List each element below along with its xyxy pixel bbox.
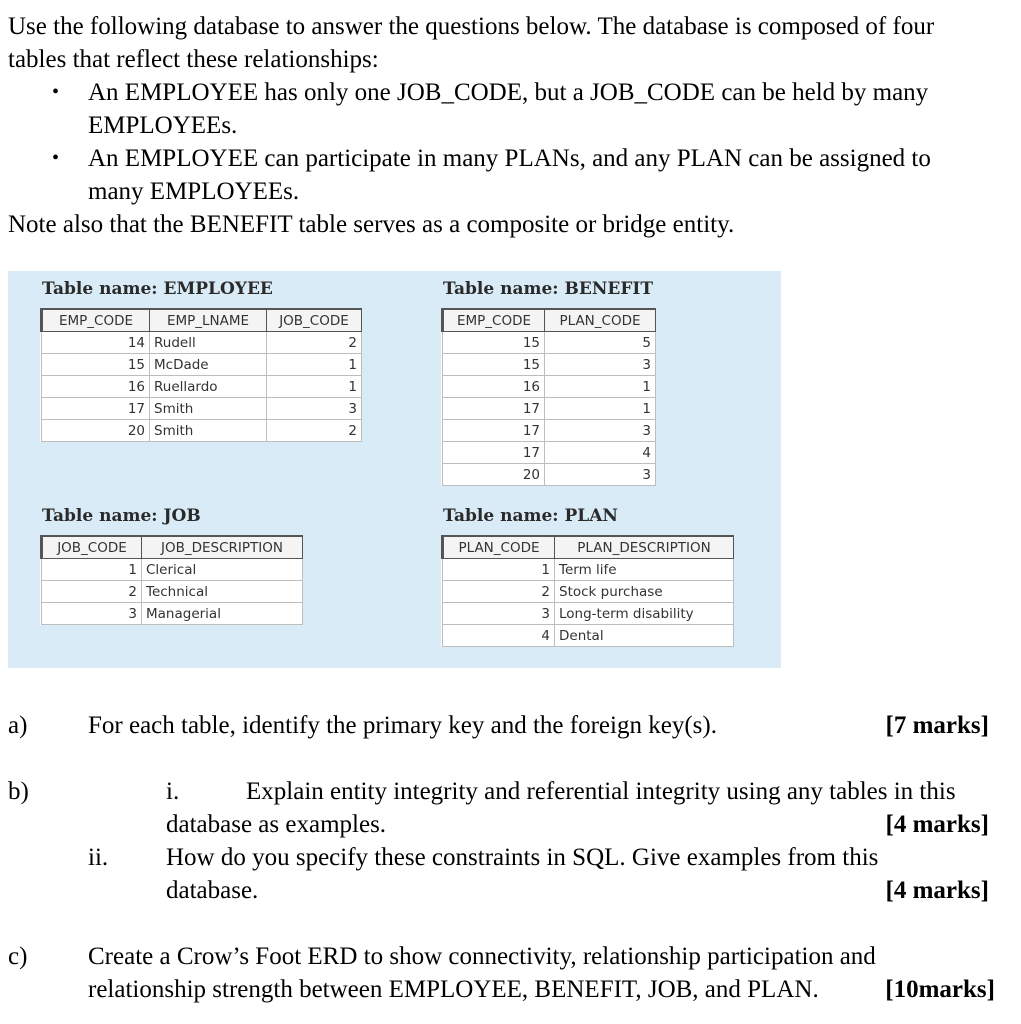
table-header-row xyxy=(42,309,362,332)
table-row xyxy=(42,420,362,442)
table-cell: 1 xyxy=(267,376,362,398)
table-cell: 16 xyxy=(42,376,150,398)
table-cell: 15 xyxy=(42,354,150,376)
table-row xyxy=(443,625,734,647)
column-header: PLAN_CODE xyxy=(545,309,656,332)
column-header: EMP_CODE xyxy=(443,309,545,332)
question-c-label: c) xyxy=(8,943,28,970)
table-cell: 4 xyxy=(545,442,656,464)
table-cell: 2 xyxy=(443,581,555,603)
note-line: Note also that the BENEFIT table serves as a composite or bridge entity. xyxy=(8,211,735,238)
table-row xyxy=(443,376,656,398)
table-cell: Long-term disability xyxy=(555,603,734,625)
table-cell: 17 xyxy=(443,442,545,464)
question-a-marks: [7 marks] xyxy=(885,712,989,739)
table-cell: Rudell xyxy=(150,332,267,354)
table-header-row xyxy=(443,309,656,332)
table-cell: 2 xyxy=(267,332,362,354)
employee-table-title: Table name: EMPLOYEE xyxy=(42,279,273,299)
question-c-line-1: Create a Crow’s Foot ERD to show connectivity, relationship participation and xyxy=(88,943,876,970)
bullet-1-line-2: EMPLOYEEs. xyxy=(88,112,238,139)
table-cell: 17 xyxy=(443,398,545,420)
table-cell: Ruellardo xyxy=(150,376,267,398)
table-cell: 3 xyxy=(267,398,362,420)
table-cell: 1 xyxy=(545,398,656,420)
table-row xyxy=(443,420,656,442)
bullet-2-line-1: An EMPLOYEE can participate in many PLANs, and any PLAN can be assigned to xyxy=(88,145,931,172)
table-row xyxy=(443,464,656,486)
table-cell: 1 xyxy=(545,376,656,398)
table-cell: 2 xyxy=(42,581,142,603)
table-cell: Dental xyxy=(555,625,734,647)
table-cell: 3 xyxy=(545,464,656,486)
table-cell: Term life xyxy=(555,559,734,581)
question-b-ii-line-2: database. xyxy=(166,877,259,904)
question-b-label: b) xyxy=(8,778,29,805)
column-header: EMP_CODE xyxy=(42,309,150,332)
table-row xyxy=(443,581,734,603)
benefit-table-title: Table name: BENEFIT xyxy=(443,279,653,299)
column-header: JOB_DESCRIPTION xyxy=(142,536,303,559)
table-row xyxy=(42,559,303,581)
table-cell: 1 xyxy=(443,559,555,581)
plan-table xyxy=(441,535,734,647)
employee-table xyxy=(40,308,362,442)
table-cell: 17 xyxy=(42,398,150,420)
question-c-line-2: relationship strength between EMPLOYEE, BENEFIT, JOB, and PLAN. xyxy=(88,976,819,1003)
table-row xyxy=(42,581,303,603)
table-cell: 3 xyxy=(545,354,656,376)
table-row xyxy=(42,332,362,354)
table-cell: 1 xyxy=(267,354,362,376)
benefit-table xyxy=(441,308,656,486)
table-cell: McDade xyxy=(150,354,267,376)
table-cell: 17 xyxy=(443,420,545,442)
question-a-text: For each table, identify the primary key and the foreign key(s). xyxy=(88,712,717,739)
intro-line-1: Use the following database to answer the questions below. The database is composed of four xyxy=(8,13,935,40)
table-cell: 20 xyxy=(443,464,545,486)
question-b-ii-marks: [4 marks] xyxy=(885,877,989,904)
table-row xyxy=(42,603,303,625)
table-cell: 20 xyxy=(42,420,150,442)
column-header: JOB_CODE xyxy=(42,536,142,559)
column-header: EMP_LNAME xyxy=(150,309,267,332)
table-cell: Clerical xyxy=(142,559,303,581)
column-header: PLAN_CODE xyxy=(443,536,555,559)
table-cell: 16 xyxy=(443,376,545,398)
table-row xyxy=(42,398,362,420)
table-cell: Technical xyxy=(142,581,303,603)
question-b-ii-line-1: How do you specify these constraints in SQL. Give examples from this xyxy=(166,844,879,871)
table-row xyxy=(42,376,362,398)
table-cell: 4 xyxy=(443,625,555,647)
table-cell: Stock purchase xyxy=(555,581,734,603)
question-b-i-marks: [4 marks] xyxy=(885,811,989,838)
bullet-2-line-2: many EMPLOYEEs. xyxy=(88,178,300,205)
column-header: JOB_CODE xyxy=(267,309,362,332)
bullet-1-marker: • xyxy=(52,81,60,103)
table-row xyxy=(443,332,656,354)
question-b-i-line-1: Explain entity integrity and referential integrity using any tables in this xyxy=(246,778,956,805)
table-header-row xyxy=(443,536,734,559)
question-b-ii-label: ii. xyxy=(88,844,109,871)
column-header: PLAN_DESCRIPTION xyxy=(555,536,734,559)
table-cell: 14 xyxy=(42,332,150,354)
table-cell: 15 xyxy=(443,354,545,376)
table-row xyxy=(42,354,362,376)
database-figure xyxy=(8,271,781,668)
table-cell: 5 xyxy=(545,332,656,354)
table-row xyxy=(443,603,734,625)
table-cell: 3 xyxy=(42,603,142,625)
table-cell: Smith xyxy=(150,420,267,442)
bullet-1-line-1: An EMPLOYEE has only one JOB_CODE, but a JOB_CODE can be held by many xyxy=(88,79,929,106)
plan-table-title: Table name: PLAN xyxy=(443,506,618,526)
table-cell: Smith xyxy=(150,398,267,420)
table-cell: 2 xyxy=(267,420,362,442)
table-row xyxy=(443,442,656,464)
question-c-marks: [10marks] xyxy=(885,976,995,1003)
job-table xyxy=(40,535,303,625)
question-b-i-line-2: database as examples. xyxy=(166,811,387,838)
table-cell: 15 xyxy=(443,332,545,354)
question-a-label: a) xyxy=(8,712,28,739)
table-row xyxy=(443,354,656,376)
table-row xyxy=(443,398,656,420)
table-row xyxy=(443,559,734,581)
job-table-title: Table name: JOB xyxy=(42,506,201,526)
table-cell: 1 xyxy=(42,559,142,581)
question-b-i-label: i. xyxy=(166,778,180,805)
table-header-row xyxy=(42,536,303,559)
table-cell: 3 xyxy=(545,420,656,442)
intro-line-2: tables that reflect these relationships: xyxy=(8,46,379,73)
table-cell: Managerial xyxy=(142,603,303,625)
table-cell: 3 xyxy=(443,603,555,625)
bullet-2-marker: • xyxy=(52,147,60,169)
